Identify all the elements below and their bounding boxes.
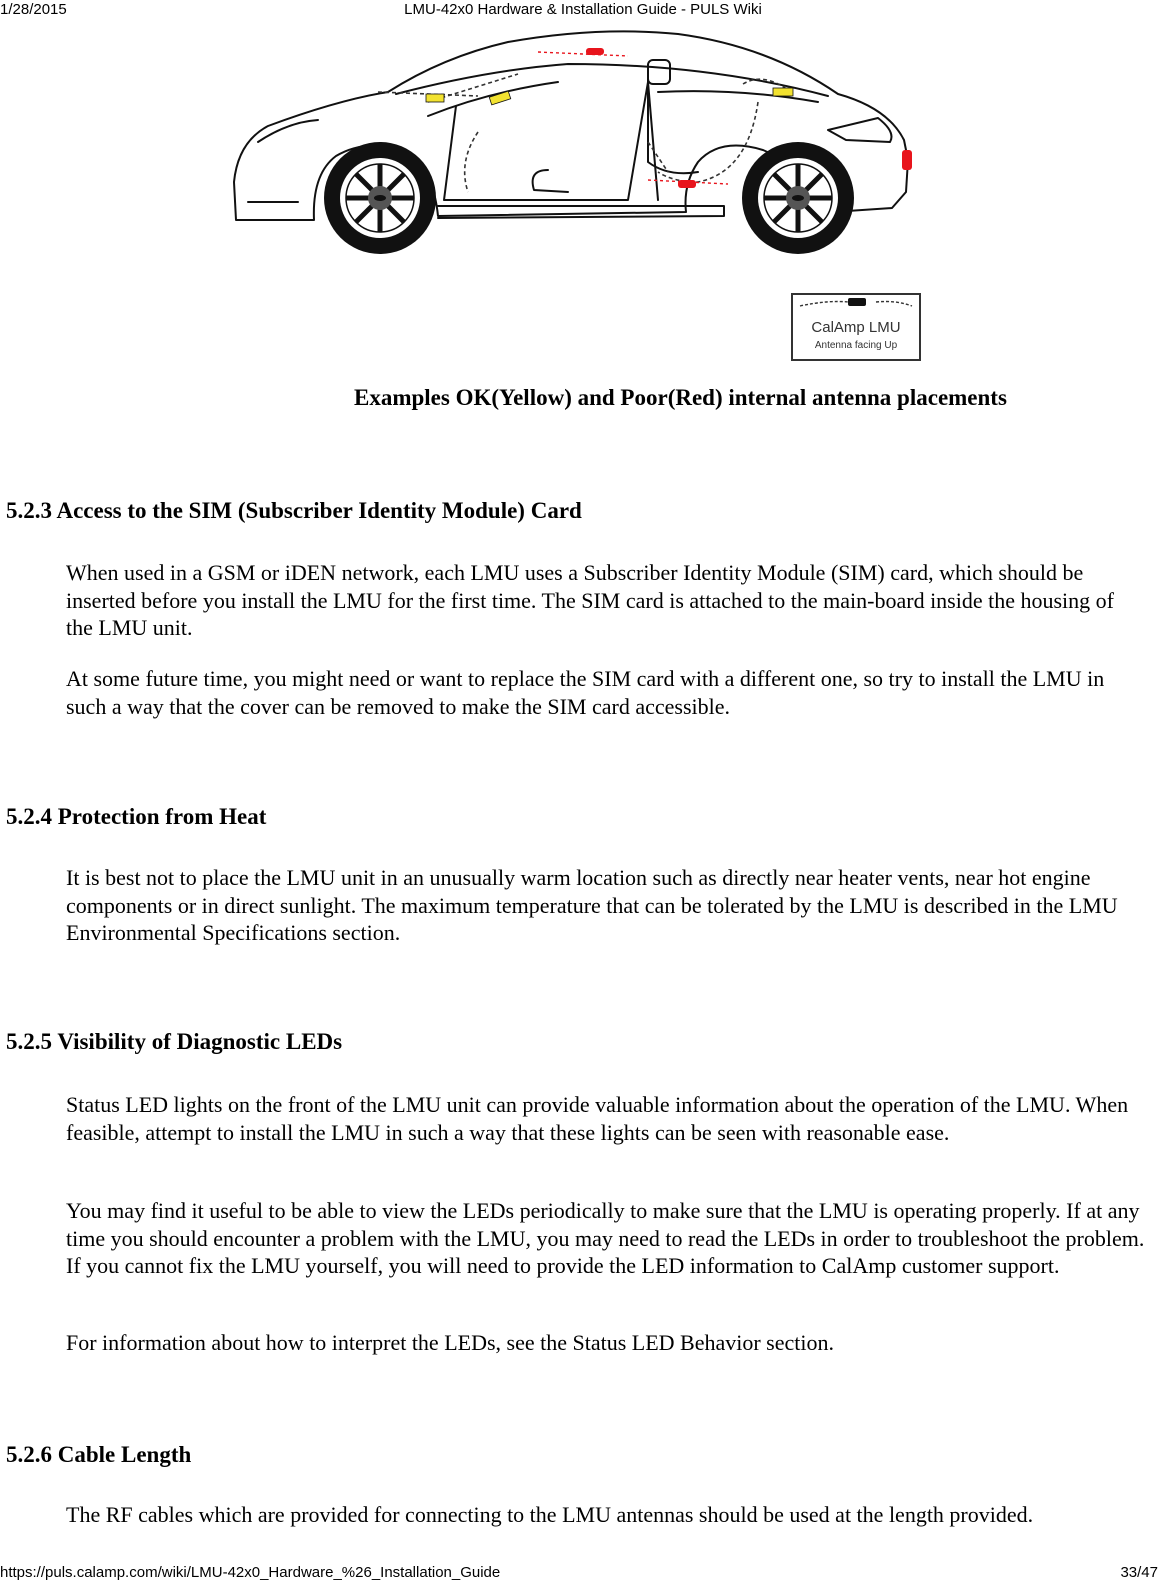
paragraph: At some future time, you might need or want to replace the SIM card with a different one, so try to install the LMU in such a way that the cover can be removed to make the SIM card accessible.: [66, 666, 1105, 719]
section-heading-sim-card: 5.2.3 Access to the SIM (Subscriber Identity Module) Card: [6, 498, 582, 523]
headrest-shape: [648, 60, 670, 84]
front-wheel: [742, 142, 854, 254]
section-heading-leds: 5.2.5 Visibility of Diagnostic LEDs: [6, 1029, 343, 1054]
section-heading-cable-length: 5.2.6 Cable Length: [6, 1442, 192, 1467]
antenna-poor-marker: [902, 150, 912, 170]
paragraph: Status LED lights on the front of the LMU unit can provide valuable information about the operation of the LMU. When feasible, attempt to install the LMU in such a way that these lights can be seen with reasonable ease.: [66, 1092, 1129, 1145]
paragraph: It is best not to place the LMU unit in an unusually warm location such as directly near heater vents, near hot engine components or in direct sunlight. The maximum temperature that can be tolerated by the LMU is described in the LMU Environmental Specifications section.: [66, 865, 1118, 945]
rear-wheel: [324, 142, 436, 254]
antenna-ok-marker: [773, 88, 793, 96]
antenna-poor-marker: [678, 180, 696, 188]
antenna-placement-figure: [228, 22, 928, 367]
lmu-label-brand: CalAmp LMU: [811, 319, 901, 336]
paragraph: You may find it useful to be able to view the LEDs periodically to make sure that the LMU is operating properly. If at any time you should encounter a problem with the LMU, you may need to read the LEDs in order to troubleshoot the problem. If you cannot fix the LMU yourself, you will need to provide the LED information to CalAmp customer support.: [66, 1198, 1145, 1278]
print-url: https://puls.calamp.com/wiki/LMU-42x0_Hardware_%26_Installation_Guide: [0, 1564, 501, 1581]
paragraph: The RF cables which are provided for connecting to the LMU antennas should be used at the length provided.: [66, 1502, 1034, 1527]
antenna-ok-marker: [426, 94, 444, 102]
paragraph: For information about how to interpret the LEDs, see the Status LED Behavior section.: [66, 1330, 835, 1355]
paragraph: When used in a GSM or iDEN network, each LMU uses a Subscriber Identity Module (SIM) card, which should be inserted before you install the LMU for the first time. The SIM card is attached to the main-board inside the housing of the LMU unit.: [66, 560, 1114, 640]
lmu-label-sub: Antenna facing Up: [814, 340, 898, 351]
print-page-title: LMU-42x0 Hardware & Installation Guide - PULS Wiki: [404, 1, 762, 18]
antenna-poor-marker: [586, 48, 604, 55]
print-page-number: 33/47: [1120, 1564, 1158, 1581]
print-date: 1/28/2015: [0, 1, 67, 18]
lmu-orientation-label: [792, 294, 920, 360]
print-header: [0, 0, 1166, 20]
print-footer: [0, 1563, 1166, 1583]
section-heading-heat: 5.2.4 Protection from Heat: [6, 804, 267, 829]
figure-caption: Examples OK(Yellow) and Poor(Red) internal antenna placements: [354, 385, 1007, 410]
